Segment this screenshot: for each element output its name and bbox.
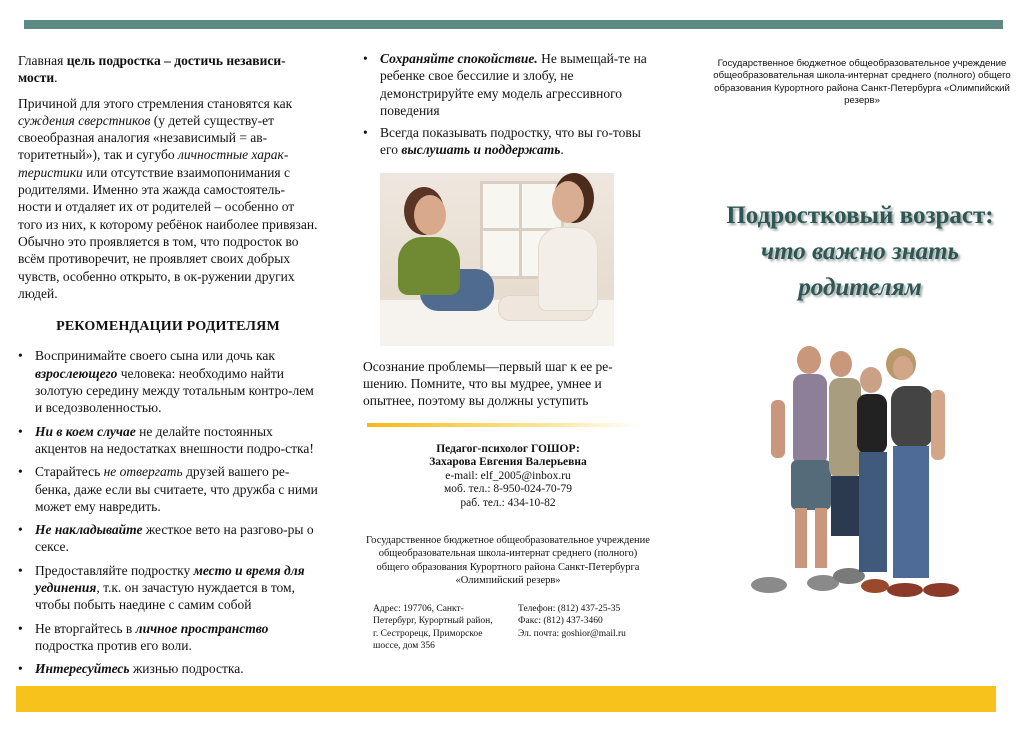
title-line-3: родителям (798, 273, 922, 301)
contact-work-phone: раб. тел.: 434-10-82 (460, 496, 556, 509)
text-segment: жизнью подростка. (129, 661, 244, 677)
list-item (18, 347, 318, 416)
recommendations-heading: РЕКОМЕНДАЦИИ РОДИТЕЛЯМ (56, 319, 280, 335)
text-segment: Всегда показывать подростку, что вы го-товы его (380, 125, 641, 158)
title-line-1: Подростковый возраст: (726, 201, 994, 229)
text-segment: личное пространство (135, 620, 269, 636)
bullet-icon: • (18, 348, 23, 364)
school-address: Адрес: 197706, Санкт-Петербург, Курортный район, г. Сестрорецк, Приморское шоссе, дом 356 (373, 603, 493, 652)
list-item (18, 521, 318, 556)
text-segment: человека: необходимо найти золотую середину между тотальным контро-лем и вседозволенностью. (35, 365, 314, 416)
bottom-decorative-bar (16, 686, 996, 712)
text-segment: Воспринимайте своего сына или дочь как (35, 348, 275, 364)
text-segment: личностные харак-теристики (18, 147, 289, 180)
text-segment: выслушать и поддержать (401, 142, 561, 158)
gold-divider (367, 423, 639, 427)
contact-mobile: моб. тел.: 8-950-024-70-79 (443, 483, 572, 496)
list-item (18, 620, 318, 655)
psychologist-name: Захарова Евгения Валерьевна (429, 456, 587, 469)
contact-block (363, 443, 653, 511)
girl-figure-body (398, 237, 460, 295)
text-segment: место и время для уединения (35, 562, 305, 596)
bullet-icon: • (18, 661, 23, 677)
girl-figure-head (414, 195, 446, 235)
text-segment: Сохраняйте спокойствие. (380, 51, 538, 66)
text-segment: Не вторгайтесь в (35, 620, 136, 636)
title-line-2: что важно знать (761, 237, 959, 265)
mother-figure-body (538, 227, 598, 311)
text-segment: не отвергать (103, 464, 183, 480)
top-decorative-bar (24, 20, 1003, 29)
list-item (18, 660, 318, 677)
school-email: Эл. почта: goshior@mail.ru (518, 628, 626, 639)
intro-paragraph: Главная цель подростка – достичь независи-мости. (18, 53, 286, 86)
school-fax: Факс: (812) 437-3460 (518, 616, 603, 627)
school-phone: Телефон: (812) 437-25-35 (518, 603, 621, 614)
teenagers-illustration (745, 340, 975, 602)
reason-paragraph (18, 95, 318, 303)
left-column (18, 52, 318, 684)
text-segment: , т.к. он зачастую нуждается в том, чтобы побыть наедине с самим собой (35, 580, 295, 613)
text-segment: подростка против его воли. (35, 637, 192, 653)
bullet-icon: • (18, 522, 23, 538)
teenagers-group-photo (745, 340, 975, 602)
text-segment: Старайтесь (35, 464, 104, 480)
address-block (363, 603, 655, 663)
text-segment: друзей вашего ре-бенка, даже если вы считаете, что дружба с ними может ему навредить. (35, 464, 318, 514)
bullet-icon: • (18, 464, 23, 480)
school-phones (518, 603, 658, 641)
recommendations-list (18, 347, 318, 677)
text-segment: Причиной для этого стремления становятся как (18, 95, 293, 111)
text-segment: или отсутствие взаимопонимания с родителями. Именно эта жажда самостоятель-ности и отдаляет их от родителей – особенно от того из них, к которому ребёнок наиболее привязан. Обычно это проявляется в том, что подросток во всём противоречит, не проявляет своих добрых чувств, особенно открыто, в ок-ружении других людей. (18, 164, 318, 301)
school-name-middle: Государственное бюджетное общеобразовательное учреждение общеобразовательная школа-интернат среднего (полного) общего образования Курортного района Санкт-Петербурга «Олимпийский резерв» (366, 535, 650, 586)
bullet-icon: • (363, 51, 368, 66)
brochure-title (700, 198, 1020, 306)
list-item (18, 562, 318, 614)
psychologist-role: Педагог-психолог ГОШОР: (436, 442, 580, 455)
bullet-icon: • (18, 562, 23, 578)
list-item (18, 463, 318, 515)
mother-figure-head (552, 181, 584, 223)
bullet-icon: • (18, 620, 23, 636)
text-segment: не делайте постоянных акцентов на недостатках внешности подро-стка! (35, 423, 314, 456)
text-segment: жесткое вето на разгово-ры о сексе. (35, 522, 314, 555)
bullet-icon: • (18, 423, 23, 439)
awareness-paragraph: Осознание проблемы—первый шаг к ее ре-шению. Помните, что вы мудрее, умнее и опытнее, поэтому вы должны уступить (363, 358, 613, 409)
list-item (363, 50, 655, 119)
text-segment: . (560, 142, 564, 158)
text-segment: Ни в коем случае (35, 423, 136, 439)
advice-list (363, 50, 655, 159)
text-segment: Не вымещай-те на ребенке свое бессилие и злобу, не демонстрируйте ему модель агрессивного поведения (380, 51, 647, 118)
list-item (18, 423, 318, 458)
contact-email: e-mail: elf_2005@inbox.ru (445, 469, 571, 482)
mother-daughter-photo (380, 173, 614, 346)
text-segment: взрослеющего (35, 365, 118, 381)
bullet-icon: • (363, 125, 368, 141)
text-segment: (у детей существу-ет своеобразная аналогия «независимый = ав-торитетный»), так и сугубо (18, 112, 274, 163)
text-segment: Не накладывайте (35, 522, 143, 538)
school-name-cover: Государственное бюджетное общеобразовательное учреждение общеобразовательная школа-интернат среднего (полного) общего образования Курортного района Санкт-Петербурга «Олимпийский резерв» (713, 58, 1011, 107)
middle-column (363, 50, 655, 663)
text-segment: Интересуйтесь (35, 661, 130, 677)
right-column (700, 58, 1020, 306)
list-item (363, 124, 655, 159)
text-segment: Предоставляйте подростку (35, 562, 194, 578)
text-segment: суждения сверстников (18, 112, 151, 128)
